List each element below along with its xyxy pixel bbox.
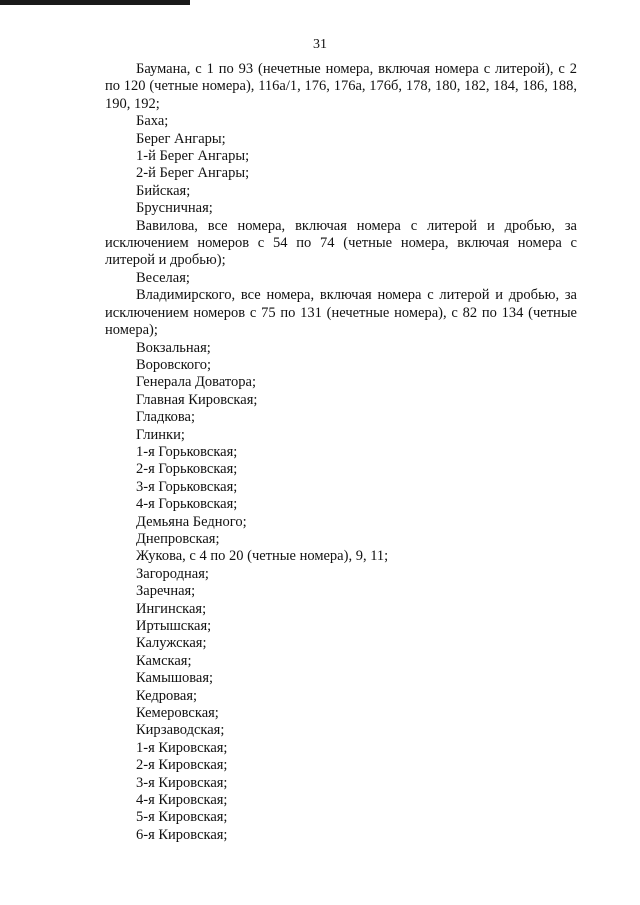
street-entry: Ингинская; <box>136 600 207 617</box>
street-entry: Гладкова; <box>136 409 196 426</box>
street-entry: Баха; <box>136 113 169 130</box>
street-entry: 2-я Кировская; <box>136 757 228 774</box>
street-entry: Кедровая; <box>136 687 198 704</box>
street-entry: 2-й Берег Ангары; <box>136 165 250 182</box>
street-entry: 3-я Горьковская; <box>136 478 238 495</box>
street-entry: Калужская; <box>136 635 207 652</box>
street-entry: Жукова, с 4 по 20 (четные номера), 9, 11; <box>136 548 389 565</box>
street-list <box>105 61 577 844</box>
street-entry: 4-я Горьковская; <box>136 496 238 513</box>
street-entry: Камская; <box>136 652 192 669</box>
street-entry: Глинки; <box>136 426 185 443</box>
street-entry: Заречная; <box>136 583 196 600</box>
street-entry: Бийская; <box>136 182 191 199</box>
street-entry: Загородная; <box>136 565 209 582</box>
scan-edge-mark <box>0 0 190 5</box>
page-number: 31 <box>313 37 327 52</box>
street-entry: 2-я Горьковская; <box>136 461 238 478</box>
street-entry: Днепровская; <box>136 530 220 547</box>
street-entry: Веселая; <box>136 269 190 286</box>
street-entry: Иртышская; <box>136 618 212 634</box>
street-entry: 1-й Берег Ангары; <box>136 148 250 165</box>
street-entry: Брусничная; <box>136 200 213 217</box>
street-entry: Воровского; <box>136 356 212 373</box>
street-entry: Кемеровская; <box>136 705 219 722</box>
street-entry: 1-я Горьковская; <box>136 443 238 460</box>
street-entry-paragraph: Баумана, с 1 по 93 (нечетные номера, включая номера с литерой), с 2 по 120 (четные номера), 116а/1, 176, 176а, 176б, 178, 180, 182, 184, 186, 188, 190, 192; <box>105 61 577 112</box>
street-entry-paragraph: Владимирского, все номера, включая номера с литерой и дробью, за исключением номеров с 75 по 131 (нечетные номера), с 82 по 134 (четные номера); <box>105 287 577 339</box>
street-entry: 3-я Кировская; <box>136 774 228 791</box>
street-entry: 6-я Кировская; <box>136 826 228 843</box>
street-entry-paragraph: Вавилова, все номера, включая номера с литерой и дробью, за исключением номеров с 54 по 74 (четные номера, включая номера с литерой и дробью); <box>105 217 577 269</box>
street-entry: Генерала Доватора; <box>136 374 256 391</box>
street-entry: Вокзальная; <box>136 339 211 356</box>
street-entry: Берег Ангары; <box>136 130 226 147</box>
street-entry: Демьяна Бедного; <box>136 513 247 530</box>
street-entry: 1-я Кировская; <box>136 739 228 756</box>
street-entry: 5-я Кировская; <box>136 809 228 826</box>
street-entry: Кирзаводская; <box>136 722 225 739</box>
street-entry: 4-я Кировская; <box>136 792 228 809</box>
street-entry: Главная Кировская; <box>136 391 258 408</box>
street-entry: Камышовая; <box>136 670 214 687</box>
